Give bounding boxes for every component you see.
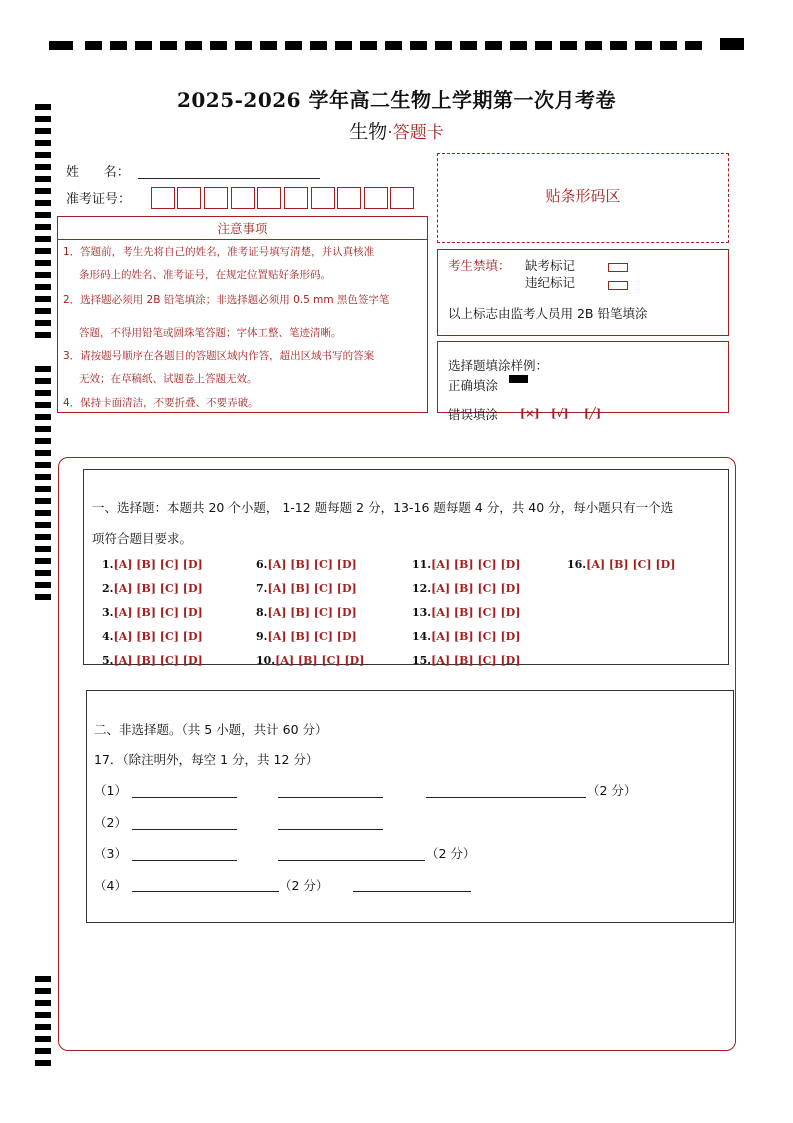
mc-question-9[interactable]: 9.[A] [B] [C] [D] bbox=[256, 630, 357, 643]
q17-part3-blank-b[interactable] bbox=[278, 860, 425, 861]
prohibit-label: 考生禁填： bbox=[448, 258, 511, 273]
notice-line: 条形码上的姓名、准考证号，在规定位置贴好条形码。 bbox=[79, 269, 331, 281]
q17-part1-blank-a[interactable] bbox=[132, 797, 237, 798]
notice-title: 注意事项 bbox=[217, 221, 268, 236]
exam-id-box[interactable] bbox=[390, 187, 414, 209]
mc-question-14[interactable]: 14.[A] [B] [C] [D] bbox=[412, 630, 521, 643]
mc-instruction-line1: 一、选择题：本题共 20 个小题， 1-12 题每题 2 分，13-16 题每题 4 分，共 40 分，每小题只有一个选 bbox=[92, 500, 674, 515]
mc-question-4[interactable]: 4.[A] [B] [C] [D] bbox=[102, 630, 203, 643]
notice-line: 2．选择题必须用 2B 铅笔填涂；非选择题必须用 0.5 mm 黑色签字笔 bbox=[63, 294, 390, 306]
correct-fill-mark bbox=[509, 375, 528, 383]
q17-part3-blank-a[interactable] bbox=[132, 860, 237, 861]
q17-part3-points: （2 分） bbox=[426, 846, 476, 861]
q17-part1-blank-b[interactable] bbox=[278, 797, 383, 798]
mc-question-13[interactable]: 13.[A] [B] [C] [D] bbox=[412, 606, 521, 619]
mc-question-10[interactable]: 10.[A] [B] [C] [D] bbox=[256, 654, 365, 667]
q17-part4-blank-b[interactable] bbox=[353, 891, 471, 892]
mc-question-15[interactable]: 15.[A] [B] [C] [D] bbox=[412, 654, 521, 667]
mc-question-3[interactable]: 3.[A] [B] [C] [D] bbox=[102, 606, 203, 619]
notice-divider bbox=[58, 239, 427, 240]
wrong-fill-label: 错误填涂 bbox=[448, 407, 499, 422]
name-label: 姓 名： bbox=[66, 165, 130, 180]
free-response-section-box bbox=[86, 690, 734, 923]
answer-card-label: 答题卡 bbox=[392, 123, 444, 143]
notice-line: 3．请按题号顺序在各题目的答题区域内作答，超出区域书写的答案 bbox=[63, 350, 375, 362]
q17-part2-label: （2） bbox=[94, 815, 127, 830]
correct-fill-label: 正确填涂 bbox=[448, 378, 499, 393]
violation-label: 违纪标记 bbox=[525, 275, 576, 290]
q17-part2-blank-a[interactable] bbox=[132, 829, 237, 830]
mc-question-5[interactable]: 5.[A] [B] [C] [D] bbox=[102, 654, 203, 667]
q17-part4-label: （4） bbox=[94, 878, 127, 893]
q17-part4-points: （2 分） bbox=[279, 878, 329, 893]
notice-line: 4．保持卡面清洁，不要折叠、不要弄破。 bbox=[63, 397, 259, 409]
q17-header: 17．（除注明外，每空 1 分，共 12 分） bbox=[94, 752, 319, 767]
mc-question-2[interactable]: 2.[A] [B] [C] [D] bbox=[102, 582, 203, 595]
exam-id-box[interactable] bbox=[257, 187, 281, 209]
notice-box bbox=[57, 216, 428, 413]
fill-example-box bbox=[437, 341, 729, 422]
section2-title: 二、非选择题。（共 5 小题，共计 60 分） bbox=[94, 722, 328, 737]
absent-mark-box[interactable] bbox=[608, 263, 628, 272]
q17-part1-label: （1） bbox=[94, 783, 127, 798]
exam-id-box[interactable] bbox=[364, 187, 388, 209]
card-subtitle bbox=[0, 117, 793, 144]
absent-label: 缺考标记 bbox=[525, 258, 576, 273]
mc-question-7[interactable]: 7.[A] [B] [C] [D] bbox=[256, 582, 357, 595]
wrong-mark-slash: [╱] bbox=[584, 407, 602, 420]
q17-part2-blank-b[interactable] bbox=[278, 829, 383, 830]
mc-question-6[interactable]: 6.[A] [B] [C] [D] bbox=[256, 558, 357, 571]
mc-question-11[interactable]: 11.[A] [B] [C] [D] bbox=[412, 558, 521, 571]
notice-line: 1．答题前，考生先将自己的姓名，准考证号填写清楚，并认真核准 bbox=[63, 246, 375, 258]
notice-line: 答题，不得用铅笔或圆珠笔答题；字体工整、笔迹清晰。 bbox=[79, 327, 342, 339]
prohibit-note: 以上标志由监考人员用 2B 铅笔填涂 bbox=[448, 306, 648, 321]
notice-line: 无效；在草稿纸、试题卷上答题无效。 bbox=[79, 373, 258, 385]
exam-id-label: 准考证号： bbox=[66, 192, 132, 207]
mc-instruction-line2: 项符合题目要求。 bbox=[92, 531, 193, 546]
mc-question-16[interactable]: 16.[A] [B] [C] [D] bbox=[567, 558, 676, 571]
mc-question-8[interactable]: 8.[A] [B] [C] [D] bbox=[256, 606, 357, 619]
fill-example-title: 选择题填涂样例： bbox=[448, 358, 549, 373]
q17-part1-blank-c[interactable] bbox=[426, 797, 586, 798]
exam-id-box[interactable] bbox=[151, 187, 175, 209]
exam-id-box[interactable] bbox=[204, 187, 228, 209]
q17-part1-points: （2 分） bbox=[587, 783, 637, 798]
exam-id-box[interactable] bbox=[177, 187, 201, 209]
barcode-area bbox=[437, 153, 729, 243]
q17-part3-label: （3） bbox=[94, 846, 127, 861]
barcode-label: 贴条形码区 bbox=[545, 187, 621, 205]
exam-id-box[interactable] bbox=[311, 187, 335, 209]
mc-question-12[interactable]: 12.[A] [B] [C] [D] bbox=[412, 582, 521, 595]
prohibit-box bbox=[437, 249, 729, 336]
mc-question-1[interactable]: 1.[A] [B] [C] [D] bbox=[102, 558, 203, 571]
subtitle-separator: · bbox=[387, 123, 393, 143]
exam-title: 2025-2026 学年高二生物上学期第一次月考卷 bbox=[176, 88, 617, 112]
subject-name: 生物 bbox=[349, 121, 388, 143]
wrong-mark-cross: [×] bbox=[520, 407, 540, 420]
violation-mark-box[interactable] bbox=[608, 281, 628, 290]
exam-id-box[interactable] bbox=[337, 187, 361, 209]
q17-part4-blank-a[interactable] bbox=[132, 891, 279, 892]
name-field[interactable] bbox=[138, 177, 320, 179]
wrong-mark-check: [√] bbox=[551, 407, 569, 420]
exam-id-box[interactable] bbox=[284, 187, 308, 209]
exam-id-box[interactable] bbox=[231, 187, 255, 209]
